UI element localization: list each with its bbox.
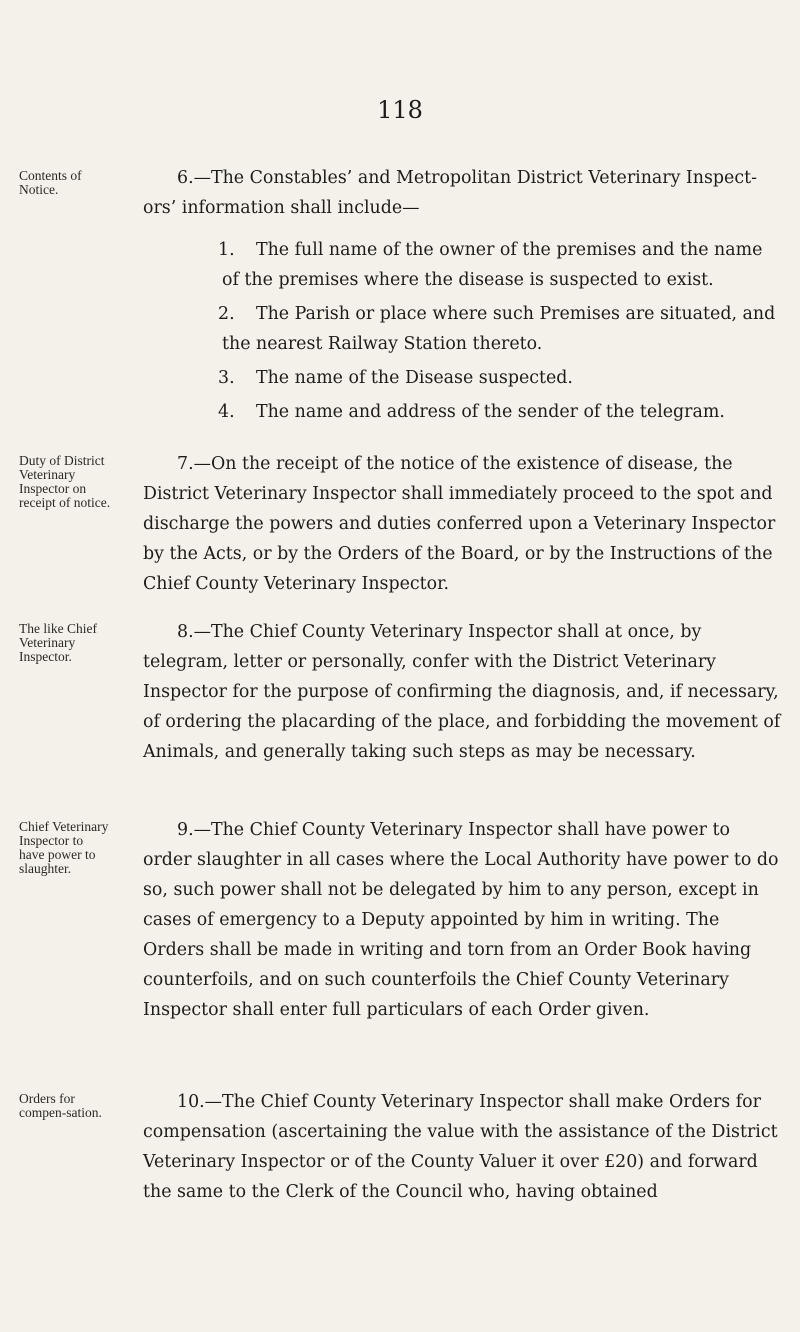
list-item-text: The name and address of the sender of the telegram. [256, 402, 725, 422]
page-number: 118 [377, 96, 423, 124]
section-9: 9.—The Chief County Veterinary Inspector shall have power to order slaughter in all cases where the Local Authority have power to do so, such power shall not be delegated by him to any person, except in cases of emergency to a Deputy appointed by him in writing. The Orders shall be made in writing and torn from an Order Book having counterfoils, and on such counterfoils the Chief County Veterinary Inspector shall enter full particulars of each Order given. [143, 820, 779, 1020]
list-item [184, 397, 781, 427]
margin-note-duty: Duty of District Veterinary Inspector on receipt of notice. [19, 453, 111, 510]
section-10: 10.—The Chief County Veterinary Inspector shall make Orders for compensation (ascertaining the value with the assistance of the District Veterinary Inspector or of the County Valuer it over £20) and forward the same to the Clerk of the Council who, having obtained [143, 1092, 778, 1202]
list-item-number: 4. [218, 402, 235, 422]
list-item-text: The Parish or place where such Premises are situated, and the nearest Railway Station thereto. [222, 304, 776, 354]
list-item-number: 3. [218, 368, 235, 388]
list-item-number: 1. [218, 240, 235, 260]
list-item [184, 299, 781, 359]
section-8: 8.—The Chief County Veterinary Inspector shall at once, by telegram, letter or personally, confer with the District Veterinary Inspector for the purpose of confirming the diagnosis, and, if necessary, of ordering the placarding of the place, and forbidding the movement of Animals, and generally taking such steps as may be necessary. [143, 622, 781, 762]
margin-note-chief: The like Chief Veterinary Inspector. [19, 621, 97, 664]
list-item-number: 2. [218, 304, 235, 324]
list-item-text: The full name of the owner of the premises and the name of the premises where the disease is suspected to exist. [222, 240, 763, 290]
margin-note-slaughter: Chief Veterinary Inspector to have power to slaughter. [19, 819, 109, 876]
list-item [184, 235, 781, 295]
list-item [184, 363, 781, 393]
list-item-text: The name of the Disease suspected. [256, 368, 573, 388]
section-6 [143, 163, 781, 431]
margin-note-compensation: Orders for compen-sation. [19, 1091, 102, 1120]
section-6-list [143, 235, 781, 427]
section-7: 7.—On the receipt of the notice of the existence of disease, the District Veterinary Inspector shall immediately proceed to the spot and discharge the powers and duties conferred upon a Veterinary Inspector by the Acts, or by the Orders of the Board, or by the Instructions of the Chief County Veterinary Inspector. [143, 454, 776, 594]
margin-note-contents: Contents of Notice. [19, 168, 82, 197]
section-6-intro: 6.—The Constables’ and Metropolitan District Veterinary Inspect-ors’ information shall include— [143, 168, 757, 218]
